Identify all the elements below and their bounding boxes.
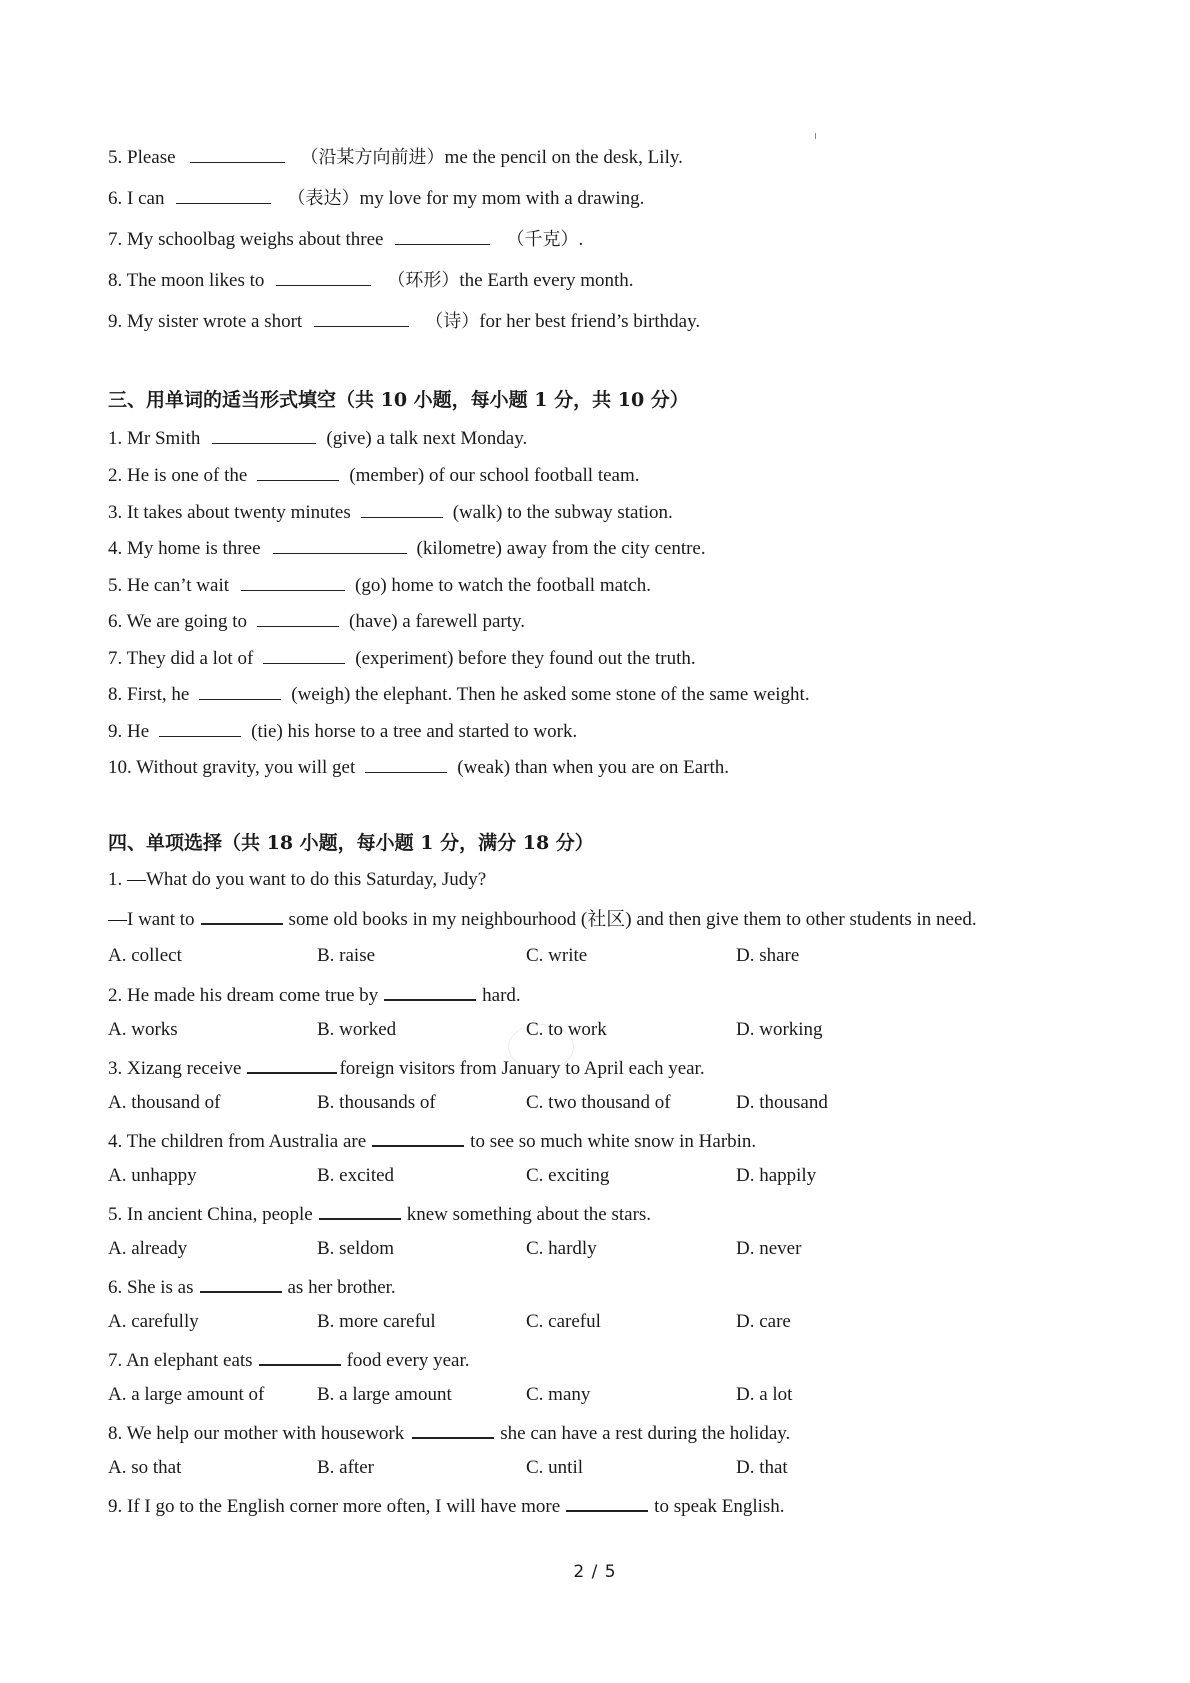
option-b[interactable]: B. more careful [317, 1311, 436, 1332]
answer-blank[interactable] [319, 1201, 401, 1220]
section3-item: 10. Without gravity, you will get (weak) than when you are on Earth. [108, 757, 729, 778]
answer-blank[interactable] [159, 719, 241, 737]
part2-item-7: 7. My schoolbag weighs about three （千克）. [108, 229, 584, 250]
option-a[interactable]: A. works [108, 1019, 178, 1040]
option-b[interactable]: B. seldom [317, 1238, 395, 1259]
q3-question: 3. Xizang receive foreign visitors from January to April each year. [108, 1055, 705, 1081]
option-d[interactable]: D. never [736, 1238, 802, 1259]
q4-question: 4. The children from Australia are to see so much white snow in Harbin. [108, 1128, 756, 1154]
section3-item: 1. Mr Smith (give) a talk next Monday. [108, 428, 528, 449]
option-a[interactable]: A. unhappy [108, 1165, 197, 1186]
answer-blank[interactable] [263, 646, 345, 664]
q5-question: 5. In ancient China, people knew something about the stars. [108, 1201, 651, 1227]
option-a[interactable]: A. already [108, 1238, 188, 1259]
q1-question: 1. —What do you want to do this Saturday, Judy? [108, 869, 487, 890]
q9-question: 9. If I go to the English corner more often, I will have more to speak English. [108, 1493, 785, 1519]
q6-question: 6. She is as as her brother. [108, 1274, 396, 1300]
option-c[interactable]: C. hardly [526, 1238, 597, 1259]
answer-blank[interactable] [190, 145, 285, 163]
section3-item: 3. It takes about twenty minutes (walk) to the subway station. [108, 502, 673, 523]
q7-question: 7. An elephant eats food every year. [108, 1347, 470, 1373]
option-d[interactable]: D. thousand [736, 1092, 828, 1113]
option-d[interactable]: D. care [736, 1311, 791, 1332]
answer-blank[interactable] [361, 500, 443, 518]
q1-reply: —I want to some old books in my neighbourhood (社区) and then give them to other students in need. [108, 906, 977, 932]
option-d[interactable]: D. a lot [736, 1384, 793, 1405]
option-a[interactable]: A. so that [108, 1457, 182, 1478]
part2-item-9: 9. My sister wrote a short （诗）for her best friend’s birthday. [108, 311, 701, 332]
answer-blank[interactable] [241, 573, 345, 591]
option-c[interactable]: C. to work [526, 1019, 607, 1040]
answer-blank[interactable] [314, 309, 409, 327]
answer-blank[interactable] [257, 463, 339, 481]
option-c[interactable]: C. until [526, 1457, 584, 1478]
q2-question: 2. He made his dream come true by hard. [108, 982, 521, 1008]
answer-blank[interactable] [212, 426, 316, 444]
section3-item: 4. My home is three (kilometre) away from the city centre. [108, 538, 706, 559]
answer-blank[interactable] [412, 1420, 494, 1439]
option-d[interactable]: D. working [736, 1019, 823, 1040]
option-a[interactable]: A. collect [108, 945, 182, 966]
answer-blank[interactable] [247, 1055, 337, 1074]
answer-blank[interactable] [257, 609, 339, 627]
answer-blank[interactable] [199, 682, 281, 700]
option-a[interactable]: A. carefully [108, 1311, 199, 1332]
option-d[interactable]: D. share [736, 945, 800, 966]
answer-blank[interactable] [395, 227, 490, 245]
section3-title: 三、用单词的适当形式填空（共 10 小题，每小题 1 分，共 10 分） [108, 389, 689, 411]
answer-blank[interactable] [201, 906, 283, 925]
q8-question: 8. We help our mother with housework she can have a rest during the holiday. [108, 1420, 790, 1446]
option-b[interactable]: B. after [317, 1457, 374, 1478]
answer-blank[interactable] [200, 1274, 282, 1293]
option-c[interactable]: C. write [526, 945, 588, 966]
option-b[interactable]: B. thousands of [317, 1092, 436, 1113]
section3-item: 9. He (tie) his horse to a tree and started to work. [108, 721, 578, 742]
option-c[interactable]: C. careful [526, 1311, 601, 1332]
option-a[interactable]: A. a large amount of [108, 1384, 265, 1405]
section3-item: 7. They did a lot of (experiment) before they found out the truth. [108, 648, 696, 669]
option-b[interactable]: B. a large amount [317, 1384, 452, 1405]
option-c[interactable]: C. two thousand of [526, 1092, 671, 1113]
option-c[interactable]: C. exciting [526, 1165, 610, 1186]
answer-blank[interactable] [176, 186, 271, 204]
section3-item: 8. First, he (weigh) the elephant. Then he asked some stone of the same weight. [108, 684, 810, 705]
option-d[interactable]: D. that [736, 1457, 788, 1478]
part2-item-8: 8. The moon likes to （环形）the Earth every month. [108, 270, 634, 291]
option-d[interactable]: D. happily [736, 1165, 817, 1186]
option-b[interactable]: B. excited [317, 1165, 395, 1186]
margin-mark [815, 133, 816, 139]
page-number: 2 / 5 [573, 1562, 617, 1582]
part2-item-5: 5. Please （沿某方向前进）me the pencil on the desk, Lily. [108, 147, 683, 168]
answer-blank[interactable] [276, 268, 371, 286]
section3-item: 6. We are going to (have) a farewell party. [108, 611, 526, 632]
answer-blank[interactable] [566, 1493, 648, 1512]
answer-blank[interactable] [259, 1347, 341, 1366]
option-b[interactable]: B. raise [317, 945, 376, 966]
option-c[interactable]: C. many [526, 1384, 591, 1405]
section4-title: 四、单项选择（共 18 小题，每小题 1 分，满分 18 分） [108, 832, 594, 854]
answer-blank[interactable] [372, 1128, 464, 1147]
option-b[interactable]: B. worked [317, 1019, 397, 1040]
section3-item: 5. He can’t wait (go) home to watch the football match. [108, 575, 651, 596]
answer-blank[interactable] [384, 982, 476, 1001]
section3-item: 2. He is one of the (member) of our school football team. [108, 465, 640, 486]
part2-item-6: 6. I can （表达）my love for my mom with a drawing. [108, 188, 645, 209]
answer-blank[interactable] [273, 536, 407, 554]
answer-blank[interactable] [365, 755, 447, 773]
option-a[interactable]: A. thousand of [108, 1092, 221, 1113]
